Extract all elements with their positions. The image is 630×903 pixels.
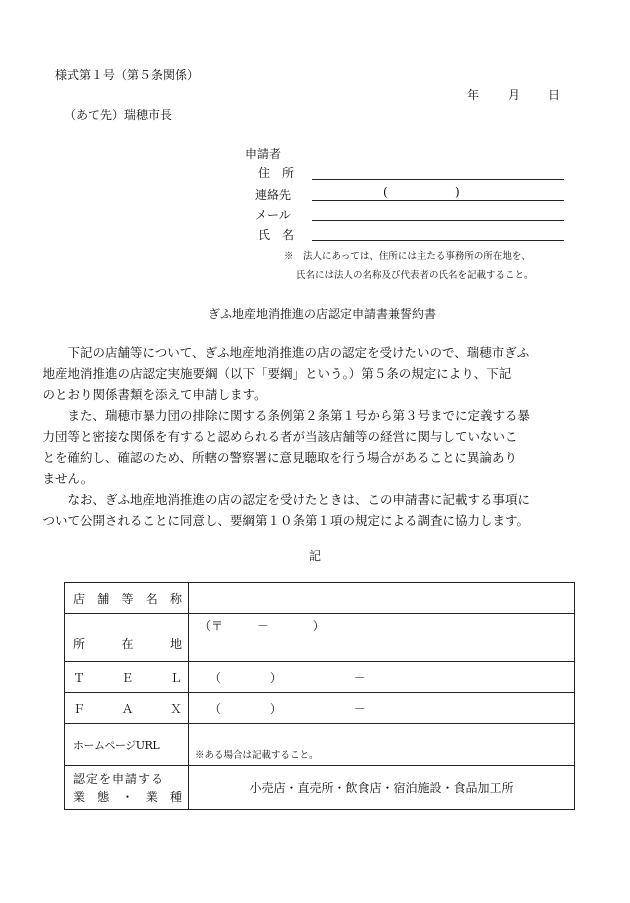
location-field[interactable] [189, 614, 575, 662]
p3-line1: なお、ぎふ地産地消推進の店の認定を受けたときは、この申請書に記載する事項に [67, 492, 531, 507]
store-name-char: 等 [121, 591, 134, 606]
store-name-field[interactable] [189, 583, 575, 614]
row-homepage [65, 724, 575, 766]
contact-paren-open: ( [383, 185, 388, 199]
name-field-line[interactable] [312, 240, 564, 241]
homepage-note: ※ある場合は記載すること。 [195, 750, 319, 761]
store-info-table [64, 582, 575, 810]
applicant-title: 申請者 [245, 147, 282, 161]
email-field-line[interactable] [312, 220, 564, 221]
fax-char: Ａ [121, 701, 134, 716]
corporate-note-line1: ※ 法人にあっては、住所には主たる事務所の所在地を、 [284, 251, 531, 262]
row-tel [65, 662, 575, 693]
contact-field-line[interactable] [312, 200, 564, 201]
homepage-label [65, 724, 189, 766]
document-title: ぎふ地産地消推進の店認定申請書兼誓約書 [208, 307, 437, 321]
date-month-label: 月 [508, 88, 521, 102]
fax-paren-close: ） [269, 701, 282, 716]
fax-label [65, 693, 189, 724]
tel-label [65, 662, 189, 693]
fax-field[interactable] [189, 693, 575, 724]
email-label: メール [255, 208, 291, 222]
postal-close: ） [312, 619, 325, 633]
business-type-char: 種 [169, 789, 182, 804]
tel-field[interactable] [189, 662, 575, 693]
business-type-char: 業 [73, 789, 86, 804]
location-char: 在 [121, 637, 134, 651]
business-type-label [65, 766, 189, 810]
location-char: 地 [169, 637, 182, 651]
location-label [65, 614, 189, 662]
store-name-char: 称 [169, 591, 182, 606]
tel-char: Ｔ [73, 670, 86, 685]
contact-label: 連絡先 [255, 188, 292, 202]
form-number: 様式第１号（第５条関係） [55, 68, 200, 82]
store-name-char: 舗 [97, 591, 110, 606]
row-fax [65, 693, 575, 724]
row-store-name [65, 583, 575, 614]
ki-heading: 記 [309, 549, 322, 563]
business-type-label-line1: 認定を申請する [73, 771, 165, 786]
business-type-options[interactable] [189, 766, 575, 810]
p2-line3: とを確約し、確認のため、所轄の警察署に意見聴取を行う場合があることに異論あり [42, 450, 518, 465]
address-field-line[interactable] [312, 179, 564, 180]
fax-char: Ｘ [169, 701, 182, 716]
paragraph-3 [42, 489, 582, 531]
p1-line2: 地産地消推進の店認定実施要綱（以下「要綱」という。）第５条の規定により、下記 [42, 366, 512, 381]
fax-dash: － [353, 701, 366, 716]
store-name-char: 店 [73, 591, 86, 606]
tel-char: Ｅ [121, 670, 134, 685]
body-text [42, 342, 582, 531]
paragraph-1 [42, 342, 582, 405]
row-location [65, 614, 575, 662]
addressee: （あて先）瑞穂市長 [64, 108, 173, 122]
tel-char: Ｌ [169, 670, 182, 685]
homepage-label-text: ホームページURL [73, 738, 160, 752]
contact-paren-close: ) [455, 185, 460, 199]
location-char: 所 [73, 637, 86, 651]
date-year-label: 年 [467, 88, 480, 102]
p2-line2: 力団等と密接な関係を有すると認められる者が当該店舗等の経営に関与していないこ [42, 429, 518, 444]
fax-char: Ｆ [73, 701, 86, 716]
row-business-type [65, 766, 575, 810]
p2-line4: ません。 [42, 471, 94, 486]
business-type-char: ・ [121, 789, 134, 804]
address-label: 住 所 [258, 166, 295, 180]
p2-line1: また、瑞穂市暴力団の排除に関する条例第２条第１号から第３号までに定義する暴 [67, 408, 531, 423]
tel-paren-close: ） [269, 670, 282, 685]
p1-line3: のとおり関係書類を添えて申請します。 [42, 387, 267, 402]
store-name-char: 名 [145, 591, 158, 606]
name-label: 氏 名 [258, 228, 295, 242]
fax-paren-open: （ [209, 701, 222, 716]
tel-paren-open: （ [209, 670, 222, 685]
homepage-field[interactable] [189, 724, 575, 766]
postal-mark: （〒 [199, 619, 224, 633]
date-day-label: 日 [548, 88, 561, 102]
business-type-char: 態 [97, 789, 110, 804]
corporate-note-line2: 氏名には法人の名称及び代表者の氏名を記載すること。 [296, 270, 534, 281]
business-type-char: 業 [145, 789, 158, 804]
p1-line1: 下記の店舗等について、ぎふ地産地消推進の店の認定を受けたいので、瑞穂市ぎふ [67, 345, 530, 360]
postal-dash: － [256, 619, 269, 633]
business-type-options-text: 小売店・直売所・飲食店・宿泊施設・食品加工所 [249, 781, 514, 795]
paragraph-2 [42, 405, 582, 489]
store-name-label [65, 583, 189, 614]
p3-line2: ついて公開されることに同意し、要綱第１０条第１項の規定による調査に協力します。 [42, 513, 530, 528]
tel-dash: － [353, 670, 366, 685]
